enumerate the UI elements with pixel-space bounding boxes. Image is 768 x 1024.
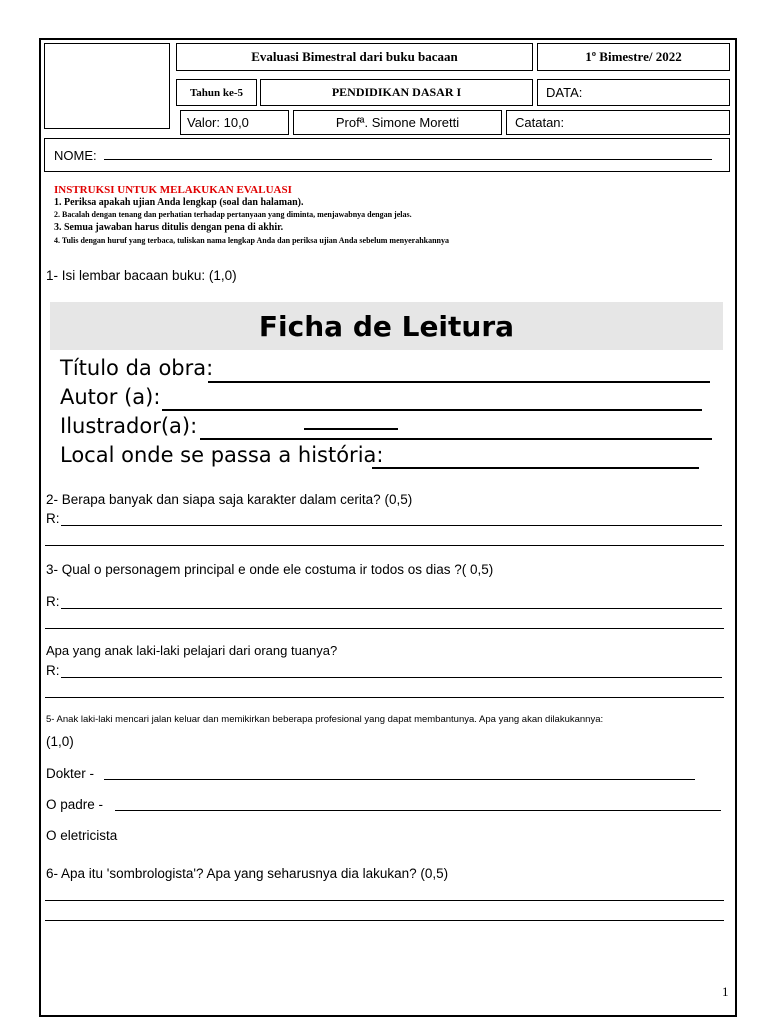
field-location-label: Local onde se passa a história:	[60, 443, 384, 467]
option-doctor-line[interactable]	[104, 779, 695, 780]
instruction-2: 2. Bacalah dengan tenang dan perhatian terhadap pertanyaan yang diminta, menjawabnya dengan jelas.	[54, 210, 412, 219]
question-5-points: (1,0)	[46, 734, 74, 749]
grade-cell: Tahun ke-5	[176, 79, 257, 106]
value-cell: Valor: 10,0	[180, 110, 289, 135]
answer-line-4b[interactable]	[45, 697, 724, 698]
answer-line-4a[interactable]	[61, 677, 722, 678]
answer-line-2a[interactable]	[61, 525, 722, 526]
field-illustrator-line[interactable]	[200, 438, 712, 440]
question-4: Apa yang anak laki-laki pelajari dari orang tuanya?	[46, 643, 338, 658]
option-doctor: Dokter -	[46, 766, 95, 781]
answer-line-2b[interactable]	[45, 545, 724, 546]
answer-line-3b[interactable]	[45, 628, 724, 629]
field-author-line[interactable]	[162, 409, 702, 411]
field-title-line[interactable]	[208, 381, 710, 383]
instruction-3: 3. Semua jawaban harus ditulis dengan pena di akhir.	[54, 222, 284, 233]
instruction-4: 4. Tulis dengan huruf yang terbaca, tuliskan nama lengkap Anda dan periksa ujian Anda sebelum menyerahkannya	[54, 236, 449, 245]
option-priest: O padre -	[46, 797, 104, 812]
field-author-label: Autor (a):	[60, 385, 161, 409]
exam-title: Evaluasi Bimestral dari buku bacaan	[176, 43, 533, 71]
question-5: 5- Anak laki-laki mencari jalan keluar dan memikirkan beberapa profesional yang dapat membantunya. Apa yang akan dilakukannya:	[46, 714, 604, 725]
answer-label-3: R:	[46, 594, 60, 609]
question-1: 1- Isi lembar bacaan buku: (1,0)	[46, 268, 237, 283]
teacher-cell: Profª. Simone Moretti	[293, 110, 502, 135]
name-line	[104, 159, 712, 160]
name-field[interactable]: NOME:	[44, 138, 730, 172]
logo-placeholder	[44, 43, 170, 129]
answer-line-6b[interactable]	[45, 920, 724, 921]
answer-line-6a[interactable]	[45, 900, 724, 901]
date-field[interactable]: DATA:	[537, 79, 730, 106]
option-electrician: O eletricista	[46, 828, 118, 843]
subject-cell: PENDIDIKAN DASAR I	[260, 79, 533, 106]
question-3: 3- Qual o personagem principal e onde ele costuma ir todos os dias ?( 0,5)	[46, 562, 494, 577]
notes-field[interactable]: Catatan:	[506, 110, 730, 135]
field-illustrator-label: Ilustrador(a):	[60, 414, 198, 438]
option-priest-line[interactable]	[115, 810, 721, 811]
card-title-band	[50, 302, 723, 350]
question-6: 6- Apa itu 'sombrologista'? Apa yang seharusnya dia lakukan? (0,5)	[46, 866, 449, 881]
instruction-1: 1. Periksa apakah ujian Anda lengkap (soal dan halaman).	[54, 197, 304, 208]
answer-label-2: R:	[46, 511, 60, 526]
answer-line-3a[interactable]	[61, 608, 722, 609]
instructions-title: INSTRUKSI UNTUK MELAKUKAN EVALUASI	[54, 184, 292, 196]
period-cell: 1º Bimestre/ 2022	[537, 43, 730, 71]
question-2: 2- Berapa banyak dan siapa saja karakter dalam cerita? (0,5)	[46, 492, 413, 507]
card-title: Ficha de Leitura	[258, 309, 515, 343]
field-title-label: Título da obra:	[60, 356, 214, 380]
reading-card	[50, 302, 723, 482]
field-location-line[interactable]	[372, 467, 699, 469]
answer-label-4: R:	[46, 663, 60, 678]
field-illustrator-line-short	[304, 428, 398, 430]
page-number: 1	[722, 984, 729, 999]
